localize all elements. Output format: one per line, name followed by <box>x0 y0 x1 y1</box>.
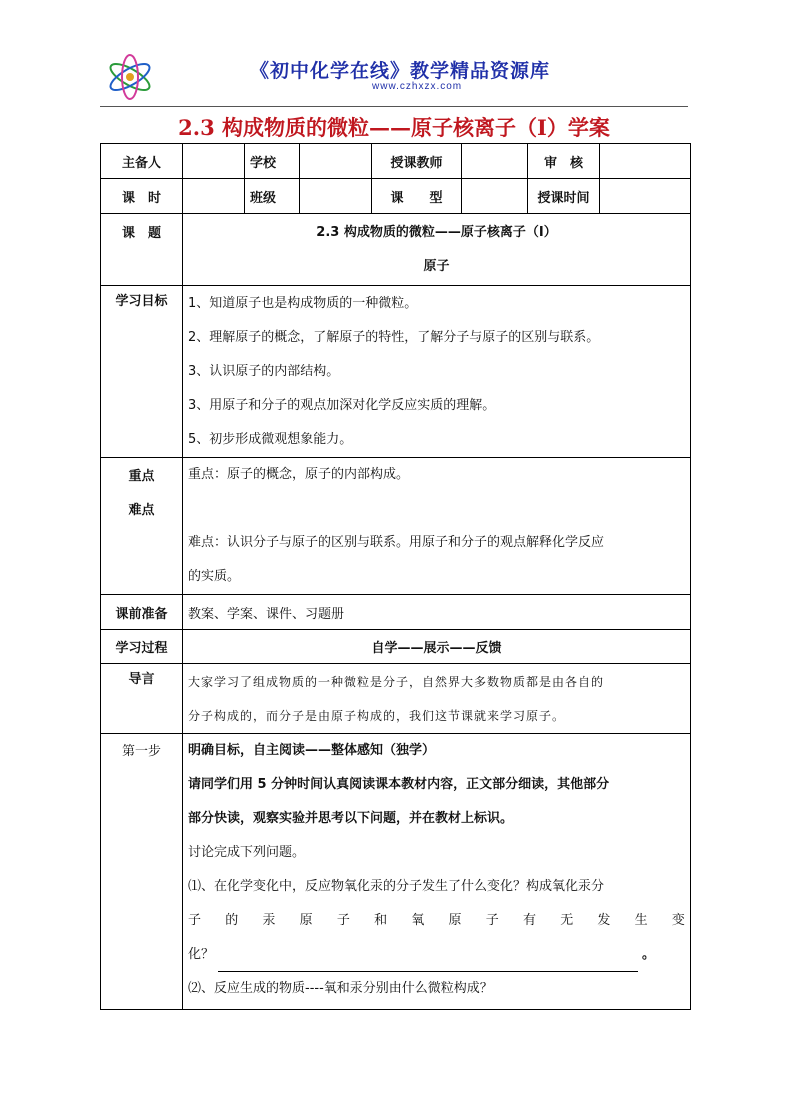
step1-discuss: 讨论完成下列问题。 <box>188 845 306 860</box>
q1-line3-end: 。 <box>642 947 656 962</box>
q1-char: 和 <box>374 913 388 928</box>
step1-row <box>101 734 691 1010</box>
goal-item: 3、认识原子的内部结构。 <box>188 363 340 379</box>
process-text: 自学——展示——反馈 <box>183 630 691 664</box>
intro-line-1: 大家学习了组成物质的一种微粒是分子，自然界大多数物质都是由各自的 <box>188 674 605 689</box>
q1-char: 生 <box>634 913 648 928</box>
step1-content <box>183 734 691 1010</box>
atom-logo-icon <box>104 52 156 102</box>
value-shenhe <box>600 144 691 179</box>
question-2: ⑵、反应生成的物质----氧和汞分别由什么微粒构成？ <box>188 981 493 996</box>
lesson-plan-table <box>100 143 691 1010</box>
q1-line3-start: 化？ <box>188 947 215 962</box>
q1-char: 发 <box>597 913 611 928</box>
banner-url: www.czhxzx.com <box>372 81 463 92</box>
q1-char: 汞 <box>262 913 276 928</box>
value-shouke-shijian <box>600 179 691 214</box>
label-intro: 导言 <box>101 664 183 734</box>
topic-row <box>101 214 691 286</box>
label-keshi: 课 时 <box>101 179 183 214</box>
label-kexing: 课 型 <box>372 179 462 214</box>
label-goals: 学习目标 <box>101 286 183 458</box>
q1-char: 原 <box>448 913 462 928</box>
question-1-line-2 <box>188 904 685 938</box>
label-xuexiao: 学校 <box>245 144 300 179</box>
question-1-line-3 <box>188 938 685 972</box>
page-title: 2.3 构成物质的微粒——原子核离子（Ⅰ）学案 <box>178 115 610 140</box>
label-shouke-shijian: 授课时间 <box>528 179 600 214</box>
zhongdian-text: 重点：原子的概念，原子的内部构成。 <box>188 467 410 482</box>
goal-item: 3、用原子和分子的观点加深对化学反应实质的理解。 <box>188 397 496 413</box>
process-row <box>101 630 691 664</box>
spacer <box>188 492 685 526</box>
keypoints-content <box>183 458 691 595</box>
q1-char: 子 <box>336 913 350 928</box>
label-nandian: 难点 <box>128 503 155 518</box>
goals-content <box>183 286 691 458</box>
prep-row <box>101 595 691 630</box>
label-banji: 班级 <box>245 179 300 214</box>
value-kexing <box>462 179 528 214</box>
label-process: 学习过程 <box>101 630 183 664</box>
label-topic: 课 题 <box>101 214 183 286</box>
question-1-line-1: ⑴、在化学变化中，反应物氧化汞的分子发生了什么变化？构成氧化汞分 <box>188 879 605 894</box>
nandian-text-2: 的实质。 <box>188 569 241 584</box>
nandian-text-1: 难点：认识分子与原子的区别与联系。用原子和分子的观点解释化学反应 <box>188 535 605 550</box>
value-keshi <box>183 179 245 214</box>
value-zhubeiren <box>183 144 245 179</box>
label-zhongdian: 重点 <box>128 469 155 484</box>
q1-char: 变 <box>671 913 685 928</box>
label-zhubeiren: 主备人 <box>101 144 183 179</box>
label-prep: 课前准备 <box>101 595 183 630</box>
info-row-2 <box>101 179 691 214</box>
q1-char: 有 <box>522 913 536 928</box>
intro-content <box>183 664 691 734</box>
intro-line-2: 分子构成的，而分子是由原子构成的，我们这节课就来学习原子。 <box>188 708 566 723</box>
keypoints-row <box>101 458 691 595</box>
q1-char: 的 <box>225 913 239 928</box>
topic-content <box>183 214 691 286</box>
banner-title: 《初中化学在线》教学精品资源库 <box>250 60 551 82</box>
step1-heading: 明确目标，自主阅读——整体感知（独学） <box>188 743 436 758</box>
topic-line-1: 2.3 构成物质的微粒——原子核离子（Ⅰ） <box>316 224 557 240</box>
goal-item: 5、初步形成微观想象能力。 <box>188 431 353 447</box>
topic-line-2: 原子 <box>423 258 450 274</box>
q1-char: 子 <box>188 913 202 928</box>
q1-char: 无 <box>560 913 574 928</box>
step1-instruction-2: 部分快读，观察实验并思考以下问题，并在教材上标识。 <box>188 811 514 826</box>
q1-char: 氧 <box>411 913 425 928</box>
intro-row <box>101 664 691 734</box>
step1-instruction-1: 请同学们用 5 分钟时间认真阅读课本教材内容，正文部分细读，其他部分 <box>188 777 610 792</box>
q1-char: 原 <box>299 913 313 928</box>
q1-char: 子 <box>485 913 499 928</box>
label-keypoints <box>101 458 183 595</box>
prep-text: 教案、学案、课件、习题册 <box>183 595 691 630</box>
answer-blank[interactable] <box>218 951 638 972</box>
label-step1: 第一步 <box>101 734 183 1010</box>
banner-divider <box>100 106 688 107</box>
value-xuexiao <box>300 144 372 179</box>
label-shenhe: 审 核 <box>528 144 600 179</box>
goal-item: 1、知道原子也是构成物质的一种微粒。 <box>188 295 418 311</box>
info-row-1 <box>101 144 691 179</box>
resource-banner <box>100 48 690 106</box>
label-shouke-jiaoshi: 授课教师 <box>372 144 462 179</box>
value-shouke-jiaoshi <box>462 144 528 179</box>
value-banji <box>300 179 372 214</box>
goals-row <box>101 286 691 458</box>
goal-item: 2、理解原子的概念，了解原子的特性，了解分子与原子的区别与联系。 <box>188 329 600 345</box>
